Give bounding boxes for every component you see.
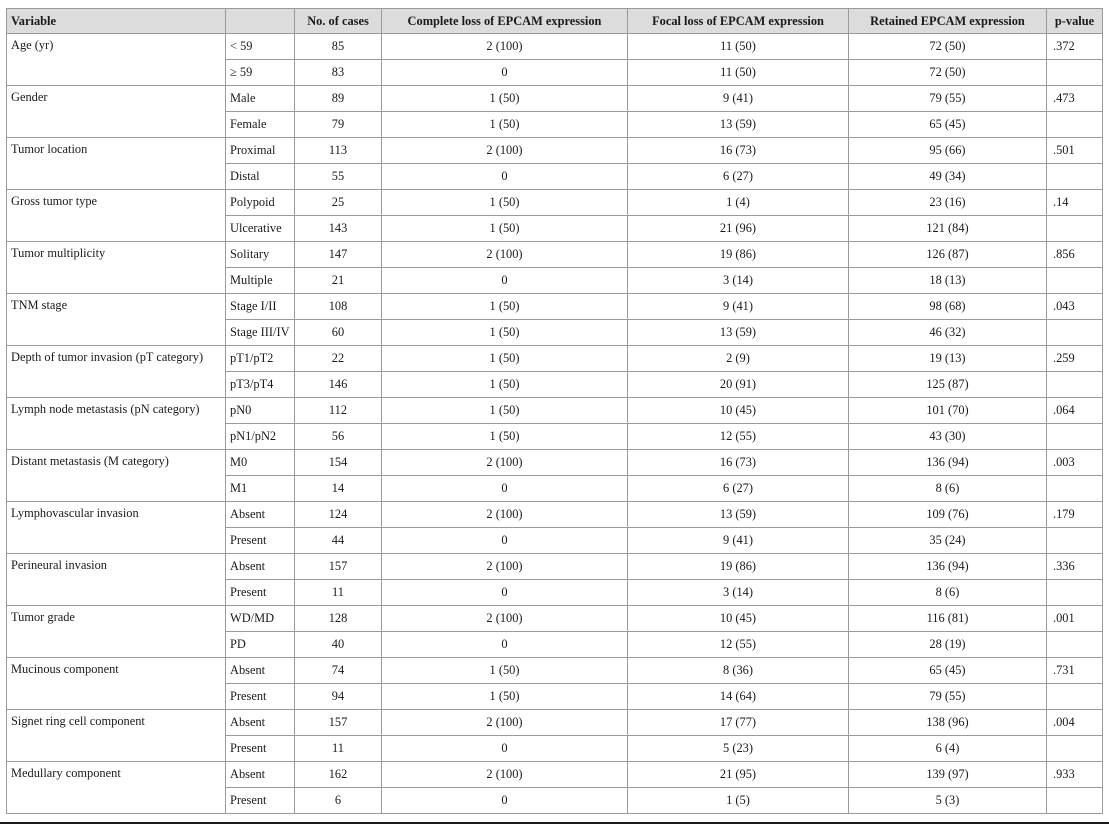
p-value-cell-empty <box>1047 372 1103 398</box>
category-cell: Absent <box>226 710 295 736</box>
retained-cell: 8 (6) <box>849 476 1047 502</box>
complete-loss-cell: 1 (50) <box>382 684 628 710</box>
cases-cell: 40 <box>295 632 382 658</box>
table-row <box>7 86 1103 112</box>
focal-loss-cell: 14 (64) <box>628 684 849 710</box>
retained-cell: 6 (4) <box>849 736 1047 762</box>
complete-loss-cell: 1 (50) <box>382 424 628 450</box>
p-value-cell-empty <box>1047 216 1103 242</box>
variable-cell: Tumor location <box>7 138 226 190</box>
focal-loss-cell: 19 (86) <box>628 242 849 268</box>
cases-cell: 146 <box>295 372 382 398</box>
p-value-cell-empty <box>1047 320 1103 346</box>
retained-cell: 101 (70) <box>849 398 1047 424</box>
complete-loss-cell: 0 <box>382 788 628 814</box>
retained-cell: 46 (32) <box>849 320 1047 346</box>
category-cell: WD/MD <box>226 606 295 632</box>
table-row <box>7 34 1103 60</box>
focal-loss-cell: 1 (4) <box>628 190 849 216</box>
category-cell: < 59 <box>226 34 295 60</box>
p-value-cell: .501 <box>1047 138 1103 164</box>
table-row <box>7 398 1103 424</box>
cases-cell: 11 <box>295 736 382 762</box>
category-cell: pT1/pT2 <box>226 346 295 372</box>
focal-loss-cell: 11 (50) <box>628 60 849 86</box>
cases-cell: 108 <box>295 294 382 320</box>
complete-loss-cell: 1 (50) <box>382 658 628 684</box>
focal-loss-cell: 8 (36) <box>628 658 849 684</box>
retained-cell: 49 (34) <box>849 164 1047 190</box>
complete-loss-cell: 2 (100) <box>382 762 628 788</box>
complete-loss-cell: 2 (100) <box>382 138 628 164</box>
cases-cell: 21 <box>295 268 382 294</box>
epcam-clinicopathologic-table <box>6 8 1103 814</box>
focal-loss-cell: 9 (41) <box>628 528 849 554</box>
complete-loss-cell: 0 <box>382 528 628 554</box>
complete-loss-cell: 1 (50) <box>382 372 628 398</box>
category-cell: Polypoid <box>226 190 295 216</box>
focal-loss-cell: 13 (59) <box>628 502 849 528</box>
focal-loss-cell: 20 (91) <box>628 372 849 398</box>
complete-loss-cell: 1 (50) <box>382 216 628 242</box>
p-value-cell: .004 <box>1047 710 1103 736</box>
retained-cell: 43 (30) <box>849 424 1047 450</box>
table-row <box>7 762 1103 788</box>
focal-loss-cell: 12 (55) <box>628 424 849 450</box>
table-row <box>7 606 1103 632</box>
focal-loss-cell: 16 (73) <box>628 138 849 164</box>
cases-cell: 157 <box>295 554 382 580</box>
cases-cell: 55 <box>295 164 382 190</box>
focal-loss-cell: 5 (23) <box>628 736 849 762</box>
variable-cell: Tumor multiplicity <box>7 242 226 294</box>
header-focal-loss: Focal loss of EPCAM expression <box>628 9 849 34</box>
table-body <box>7 34 1103 814</box>
retained-cell: 79 (55) <box>849 684 1047 710</box>
p-value-cell: .933 <box>1047 762 1103 788</box>
complete-loss-cell: 0 <box>382 164 628 190</box>
header-complete-loss: Complete loss of EPCAM expression <box>382 9 628 34</box>
category-cell: Multiple <box>226 268 295 294</box>
p-value-cell-empty <box>1047 268 1103 294</box>
retained-cell: 79 (55) <box>849 86 1047 112</box>
p-value-cell-empty <box>1047 580 1103 606</box>
p-value-cell: .043 <box>1047 294 1103 320</box>
focal-loss-cell: 19 (86) <box>628 554 849 580</box>
p-value-cell-empty <box>1047 684 1103 710</box>
cases-cell: 44 <box>295 528 382 554</box>
retained-cell: 65 (45) <box>849 658 1047 684</box>
table-row <box>7 502 1103 528</box>
cases-cell: 147 <box>295 242 382 268</box>
p-value-cell-empty <box>1047 424 1103 450</box>
cases-cell: 79 <box>295 112 382 138</box>
cases-cell: 94 <box>295 684 382 710</box>
variable-cell: Mucinous component <box>7 658 226 710</box>
complete-loss-cell: 0 <box>382 580 628 606</box>
complete-loss-cell: 1 (50) <box>382 398 628 424</box>
p-value-cell-empty <box>1047 112 1103 138</box>
focal-loss-cell: 12 (55) <box>628 632 849 658</box>
variable-cell: Perineural invasion <box>7 554 226 606</box>
cases-cell: 22 <box>295 346 382 372</box>
p-value-cell: .003 <box>1047 450 1103 476</box>
p-value-cell: .336 <box>1047 554 1103 580</box>
category-cell: Present <box>226 788 295 814</box>
table-row <box>7 190 1103 216</box>
retained-cell: 126 (87) <box>849 242 1047 268</box>
retained-cell: 121 (84) <box>849 216 1047 242</box>
retained-cell: 18 (13) <box>849 268 1047 294</box>
complete-loss-cell: 2 (100) <box>382 606 628 632</box>
variable-cell: Gender <box>7 86 226 138</box>
p-value-cell: .731 <box>1047 658 1103 684</box>
category-cell: M0 <box>226 450 295 476</box>
retained-cell: 95 (66) <box>849 138 1047 164</box>
table-row <box>7 294 1103 320</box>
complete-loss-cell: 1 (50) <box>382 346 628 372</box>
header-variable: Variable <box>7 9 226 34</box>
p-value-cell: .372 <box>1047 34 1103 60</box>
cases-cell: 60 <box>295 320 382 346</box>
focal-loss-cell: 9 (41) <box>628 294 849 320</box>
p-value-cell-empty <box>1047 736 1103 762</box>
retained-cell: 35 (24) <box>849 528 1047 554</box>
bottom-rule <box>0 822 1109 824</box>
variable-cell: Signet ring cell component <box>7 710 226 762</box>
retained-cell: 109 (76) <box>849 502 1047 528</box>
focal-loss-cell: 10 (45) <box>628 606 849 632</box>
variable-cell: Distant metastasis (M category) <box>7 450 226 502</box>
complete-loss-cell: 1 (50) <box>382 112 628 138</box>
retained-cell: 136 (94) <box>849 450 1047 476</box>
complete-loss-cell: 1 (50) <box>382 190 628 216</box>
p-value-cell: .473 <box>1047 86 1103 112</box>
p-value-cell-empty <box>1047 476 1103 502</box>
cases-cell: 56 <box>295 424 382 450</box>
cases-cell: 89 <box>295 86 382 112</box>
p-value-cell: .064 <box>1047 398 1103 424</box>
p-value-cell-empty <box>1047 60 1103 86</box>
category-cell: pN0 <box>226 398 295 424</box>
retained-cell: 138 (96) <box>849 710 1047 736</box>
cases-cell: 25 <box>295 190 382 216</box>
complete-loss-cell: 0 <box>382 268 628 294</box>
variable-cell: Depth of tumor invasion (pT category) <box>7 346 226 398</box>
complete-loss-cell: 2 (100) <box>382 710 628 736</box>
p-value-cell: .001 <box>1047 606 1103 632</box>
complete-loss-cell: 2 (100) <box>382 242 628 268</box>
table-row <box>7 138 1103 164</box>
cases-cell: 128 <box>295 606 382 632</box>
category-cell: Absent <box>226 658 295 684</box>
cases-cell: 11 <box>295 580 382 606</box>
focal-loss-cell: 6 (27) <box>628 476 849 502</box>
cases-cell: 154 <box>295 450 382 476</box>
category-cell: Female <box>226 112 295 138</box>
focal-loss-cell: 11 (50) <box>628 34 849 60</box>
category-cell: Absent <box>226 554 295 580</box>
retained-cell: 139 (97) <box>849 762 1047 788</box>
complete-loss-cell: 0 <box>382 476 628 502</box>
focal-loss-cell: 16 (73) <box>628 450 849 476</box>
p-value-cell-empty <box>1047 164 1103 190</box>
p-value-cell-empty <box>1047 528 1103 554</box>
complete-loss-cell: 2 (100) <box>382 502 628 528</box>
focal-loss-cell: 2 (9) <box>628 346 849 372</box>
p-value-cell-empty <box>1047 788 1103 814</box>
cases-cell: 157 <box>295 710 382 736</box>
focal-loss-cell: 3 (14) <box>628 268 849 294</box>
category-cell: ≥ 59 <box>226 60 295 86</box>
retained-cell: 23 (16) <box>849 190 1047 216</box>
category-cell: Present <box>226 580 295 606</box>
p-value-cell: .14 <box>1047 190 1103 216</box>
retained-cell: 72 (50) <box>849 60 1047 86</box>
cases-cell: 162 <box>295 762 382 788</box>
cases-cell: 124 <box>295 502 382 528</box>
header-category <box>226 9 295 34</box>
retained-cell: 72 (50) <box>849 34 1047 60</box>
complete-loss-cell: 0 <box>382 736 628 762</box>
variable-cell: Medullary component <box>7 762 226 814</box>
retained-cell: 65 (45) <box>849 112 1047 138</box>
complete-loss-cell: 2 (100) <box>382 554 628 580</box>
category-cell: pT3/pT4 <box>226 372 295 398</box>
category-cell: Present <box>226 684 295 710</box>
cases-cell: 6 <box>295 788 382 814</box>
category-cell: M1 <box>226 476 295 502</box>
header-retained: Retained EPCAM expression <box>849 9 1047 34</box>
category-cell: Present <box>226 736 295 762</box>
table-row <box>7 554 1103 580</box>
focal-loss-cell: 13 (59) <box>628 320 849 346</box>
category-cell: Proximal <box>226 138 295 164</box>
p-value-cell: .179 <box>1047 502 1103 528</box>
header-row <box>7 9 1103 34</box>
retained-cell: 28 (19) <box>849 632 1047 658</box>
category-cell: Absent <box>226 502 295 528</box>
focal-loss-cell: 10 (45) <box>628 398 849 424</box>
category-cell: Solitary <box>226 242 295 268</box>
retained-cell: 136 (94) <box>849 554 1047 580</box>
variable-cell: Gross tumor type <box>7 190 226 242</box>
table-row <box>7 710 1103 736</box>
category-cell: Ulcerative <box>226 216 295 242</box>
complete-loss-cell: 0 <box>382 60 628 86</box>
focal-loss-cell: 21 (95) <box>628 762 849 788</box>
category-cell: Distal <box>226 164 295 190</box>
complete-loss-cell: 1 (50) <box>382 320 628 346</box>
cases-cell: 83 <box>295 60 382 86</box>
category-cell: pN1/pN2 <box>226 424 295 450</box>
table-row <box>7 346 1103 372</box>
variable-cell: Lymphovascular invasion <box>7 502 226 554</box>
complete-loss-cell: 1 (50) <box>382 86 628 112</box>
complete-loss-cell: 1 (50) <box>382 294 628 320</box>
focal-loss-cell: 6 (27) <box>628 164 849 190</box>
retained-cell: 125 (87) <box>849 372 1047 398</box>
focal-loss-cell: 17 (77) <box>628 710 849 736</box>
focal-loss-cell: 9 (41) <box>628 86 849 112</box>
p-value-cell: .259 <box>1047 346 1103 372</box>
complete-loss-cell: 2 (100) <box>382 450 628 476</box>
cases-cell: 74 <box>295 658 382 684</box>
cases-cell: 113 <box>295 138 382 164</box>
cases-cell: 143 <box>295 216 382 242</box>
category-cell: Stage I/II <box>226 294 295 320</box>
cases-cell: 85 <box>295 34 382 60</box>
p-value-cell: .856 <box>1047 242 1103 268</box>
retained-cell: 98 (68) <box>849 294 1047 320</box>
table-row <box>7 450 1103 476</box>
focal-loss-cell: 13 (59) <box>628 112 849 138</box>
variable-cell: TNM stage <box>7 294 226 346</box>
table-row <box>7 658 1103 684</box>
variable-cell: Age (yr) <box>7 34 226 86</box>
focal-loss-cell: 3 (14) <box>628 580 849 606</box>
complete-loss-cell: 0 <box>382 632 628 658</box>
retained-cell: 116 (81) <box>849 606 1047 632</box>
complete-loss-cell: 2 (100) <box>382 34 628 60</box>
retained-cell: 19 (13) <box>849 346 1047 372</box>
header-no-of-cases: No. of cases <box>295 9 382 34</box>
retained-cell: 8 (6) <box>849 580 1047 606</box>
category-cell: Present <box>226 528 295 554</box>
cases-cell: 112 <box>295 398 382 424</box>
variable-cell: Tumor grade <box>7 606 226 658</box>
table-row <box>7 242 1103 268</box>
category-cell: PD <box>226 632 295 658</box>
cases-cell: 14 <box>295 476 382 502</box>
category-cell: Male <box>226 86 295 112</box>
variable-cell: Lymph node metastasis (pN category) <box>7 398 226 450</box>
focal-loss-cell: 21 (96) <box>628 216 849 242</box>
category-cell: Absent <box>226 762 295 788</box>
focal-loss-cell: 1 (5) <box>628 788 849 814</box>
category-cell: Stage III/IV <box>226 320 295 346</box>
retained-cell: 5 (3) <box>849 788 1047 814</box>
header-p-value: p-value <box>1047 9 1103 34</box>
p-value-cell-empty <box>1047 632 1103 658</box>
